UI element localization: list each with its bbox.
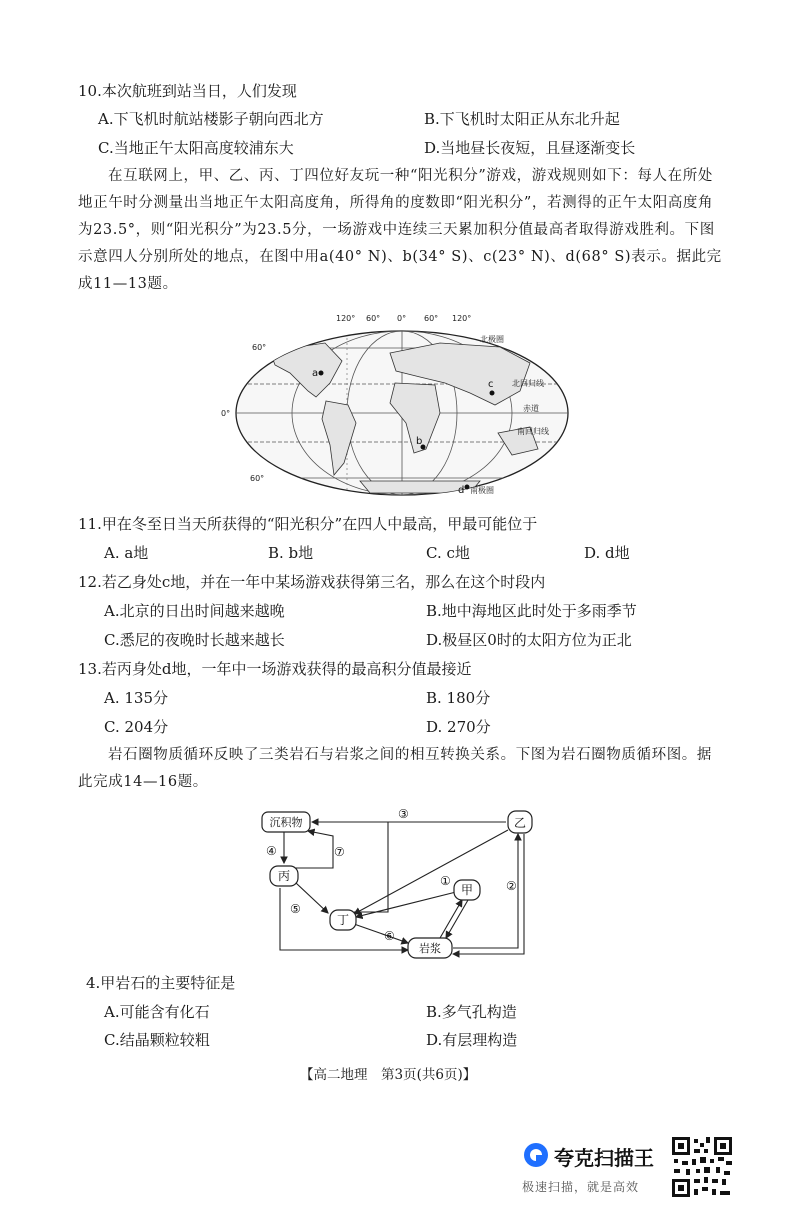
qr-code [670, 1135, 734, 1199]
point-c-marker [490, 391, 495, 396]
q11-option-c: C. c地 [426, 544, 470, 562]
node-ding: 丁 [336, 913, 350, 927]
map-lon-label: 120° [452, 314, 472, 323]
map-lat-label: 60° [252, 343, 267, 352]
arrow-label-7: ⑦ [334, 845, 345, 859]
tropic-capricorn-label: 南回归线 [517, 427, 549, 436]
point-c-label: c [488, 379, 494, 390]
page-footer: 【高二地理 第3页(共6页)】 [300, 1067, 477, 1083]
rock-cycle-diagram [258, 800, 543, 962]
node-yi: 乙 [513, 816, 527, 830]
q13-option-b: B. 180分 [426, 689, 491, 707]
node-magma: 岩浆 [419, 942, 441, 955]
equator-label: 赤道 [523, 404, 539, 413]
point-d-label: d [458, 485, 465, 496]
q12-stem: 12.若乙身处c地，并在一年中某场游戏获得第三名，那么在这个时段内 [78, 573, 546, 591]
scanner-brand-slogan: 极速扫描，就是高效 [522, 1180, 640, 1194]
node-jia: 甲 [460, 883, 474, 897]
node-bing: 丙 [277, 869, 291, 883]
q10-option-d: D.当地昼长夜短，且昼逐渐变长 [424, 139, 636, 157]
intro-paragraph-11-13: 在互联网上，甲、乙、丙、丁四位好友玩一种“阳光积分”游戏，游戏规则如下：每人在所处地正午时分测量出当地正午太阳高度角，所得角的度数即“阳光积分”，若测得的正午太阳高度角为23.5°，则“阳光积分”为23.5分，一场游戏中连续三天累加积分值最高者取得游戏胜利。下图示意四人分别所处的地点，在图中用a(40° N)、b(34° S)、c(23° N)、d(68° S)表示。据此完成11—13题。 [78, 168, 722, 292]
q13-stem: 13.若丙身处d地，一年中一场游戏获得的最高积分值最接近 [78, 660, 472, 678]
node-sediment: 沉积物 [269, 816, 303, 829]
q12-option-c: C.悉尼的夜晚时长越来越长 [104, 631, 285, 649]
scanner-logo-icon [522, 1141, 550, 1169]
map-lon-label: 60° [366, 314, 381, 323]
antarctic-circle-label: 南极圈 [470, 486, 494, 495]
q11-stem: 11.甲在冬至日当天所获得的“阳光积分”在四人中最高，甲最可能位于 [78, 515, 538, 533]
q14-option-c: C.结晶颗粒较粗 [104, 1031, 210, 1049]
point-a-label: a [312, 368, 319, 379]
intro-paragraph-14-16: 岩石圈物质循环反映了三类岩石与岩浆之间的相互转换关系。下图为岩石圈物质循环图。据此完成14—16题。 [78, 747, 712, 790]
q10-option-c: C.当地正午太阳高度较浦东大 [98, 139, 294, 157]
q12-option-a: A.北京的日出时间越来越晚 [104, 602, 285, 620]
q10-option-a: A.下飞机时航站楼影子朝向西北方 [98, 110, 324, 128]
arrow-label-6: ⑥ [384, 929, 395, 943]
q13-option-a: A. 135分 [104, 689, 168, 707]
map-lon-label: 0° [397, 314, 407, 323]
arrow-label-1: ① [440, 874, 451, 888]
q12-option-d: D.极昼区0时的太阳方位为正北 [426, 631, 632, 649]
q13-option-c: C. 204分 [104, 718, 169, 736]
arrow-label-3: ③ [398, 807, 409, 821]
arctic-circle-label: 北极圈 [480, 335, 504, 344]
q11-option-b: B. b地 [268, 544, 314, 562]
q11-option-a: A. a地 [104, 544, 149, 562]
map-lon-label: 120° [336, 314, 356, 323]
q14-option-d: D.有层理构造 [426, 1031, 518, 1049]
q10-option-b: B.下飞机时太阳正从东北升起 [424, 110, 620, 128]
q14-stem: 4.甲岩石的主要特征是 [86, 974, 236, 992]
q13-option-d: D. 270分 [426, 718, 491, 736]
map-lon-label: 60° [424, 314, 439, 323]
q14-option-a: A.可能含有化石 [104, 1003, 210, 1021]
arrow-label-2: ② [506, 879, 517, 893]
map-lat-label: 60° [250, 474, 265, 483]
arrow-label-5: ⑤ [290, 902, 301, 916]
scanner-brand-name: 夸克扫描王 [554, 1146, 654, 1170]
point-d-marker [465, 485, 470, 490]
q14-option-b: B.多气孔构造 [426, 1003, 517, 1021]
q11-option-d: D. d地 [584, 544, 630, 562]
q10-stem: 10.本次航班到站当日，人们发现 [78, 82, 297, 100]
point-a-marker [319, 371, 324, 376]
arrow-label-4: ④ [266, 844, 277, 858]
map-lat-label: 0° [221, 409, 231, 418]
tropic-cancer-label: 北回归线 [512, 379, 544, 388]
point-b-label: b [416, 436, 423, 447]
world-map [221, 313, 575, 503]
q12-option-b: B.地中海地区此时处于多雨季节 [426, 602, 637, 620]
